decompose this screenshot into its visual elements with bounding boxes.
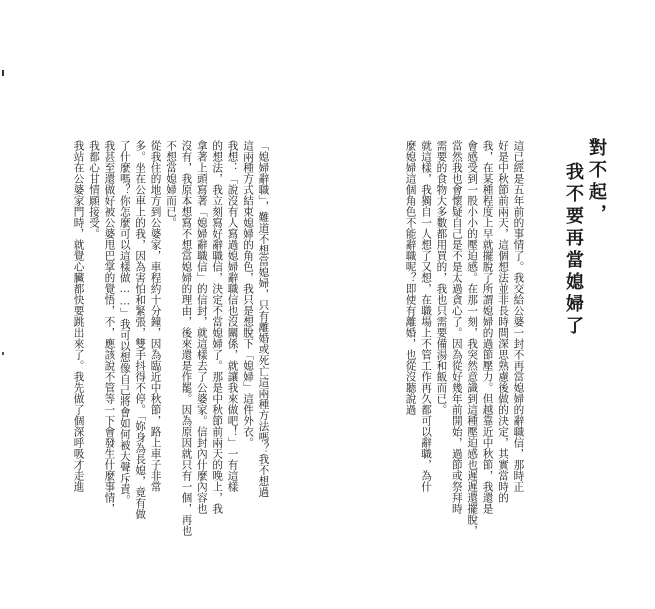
text-column-17: 不想當媳婦而已。 — [165, 140, 177, 228]
text-column-6: 需要的食物大多數都用買的，我也只需要備湯和飯而已。 — [435, 140, 448, 415]
text-column-5: 當然我也會懷疑自己是不是太過貪心了。因為從好幾年前開始，過節或祭拜時 — [450, 140, 463, 514]
text-column-12: 這兩種方式結束媳婦的角色，我只是想脫下「媳婦」這件外衣。 — [242, 140, 254, 448]
text-column-16: 沒有，我原本想寫不想當媳婦的理由，後來還是作罷。因為原因就只有一個，再也 — [180, 140, 193, 536]
text-column-23: 我站在公婆家門時，就覺心臟都快要跳出來了。我先做了個深呼吸才走進 — [72, 140, 85, 492]
text-column-14: 的想法，我立刻寫好辭職信，決定不當媳婦了。那是中秋節前兩天的晚上，我 — [211, 140, 224, 514]
text-column-4: 會感受到一股小小的壓迫感。在那一刻，我突然意識到這種壓迫感也遲遲還擺脫， — [466, 140, 479, 536]
text-column-11: 「媳婦辭職」，難道不想當媳婦，只有離婚或死亡這兩種方法嗎？我不想過 — [257, 140, 270, 498]
text-column-19: 多。坐在公車上的我，因為害怕和緊張，雙手抖得不停。「妳身為長媳，竟有做 — [134, 140, 147, 520]
chapter-title-line-2: 我不要再當媳婦了 — [563, 162, 584, 338]
text-column-13: 我想：「說沒有人寫過媳婦辭職信也沒關係，就讓我來做吧！」一有這樣 — [226, 140, 239, 492]
text-column-15: 拿著上頭寫著「媳婦辭職信」的信封，就這樣去了公婆家。信封內什麼內容也 — [195, 140, 208, 514]
page-edge-mark — [2, 70, 4, 76]
chapter-title-line-1: 對不起， — [586, 138, 607, 226]
text-column-7: 就這樣，我獨自一人想了又想，在職場上不管工作再久都可以辭職，為什 — [420, 140, 432, 492]
page-edge-mark — [2, 352, 4, 355]
text-column-22: 我都心甘情願接受。 — [88, 140, 100, 239]
text-column-3: 我，在某種程度上早就擺脫了所謂媳婦的過節壓力。但越靠近中秋節，我還是 — [481, 140, 494, 514]
text-column-20: 了什麼嗎？你怎麼可以這樣做……」我可以想像自己將會如何被大聲斥責。 — [118, 140, 131, 506]
text-column-1: 這已經是五年前的事情了。我交給公婆一封不再當媳婦的辭職信，那時正 — [512, 140, 525, 492]
text-column-18: 從我住的地方到公婆家，車程約十分鐘，因為臨近中秋節，路上車子非常 — [149, 140, 162, 492]
text-column-2: 好是中秋節前兩天，這個想法並非長時間深思熟慮後做的決定，其實當時的 — [497, 140, 509, 503]
text-column-21: 我甚至還做好被公婆甩巴掌的覺悟，不，應該說不管等一下會發生什麼事情， — [103, 140, 116, 514]
text-column-8: 麼媳婦這個角色不能辭職呢？即使有離婚，也從沒聽說過 — [404, 140, 417, 415]
